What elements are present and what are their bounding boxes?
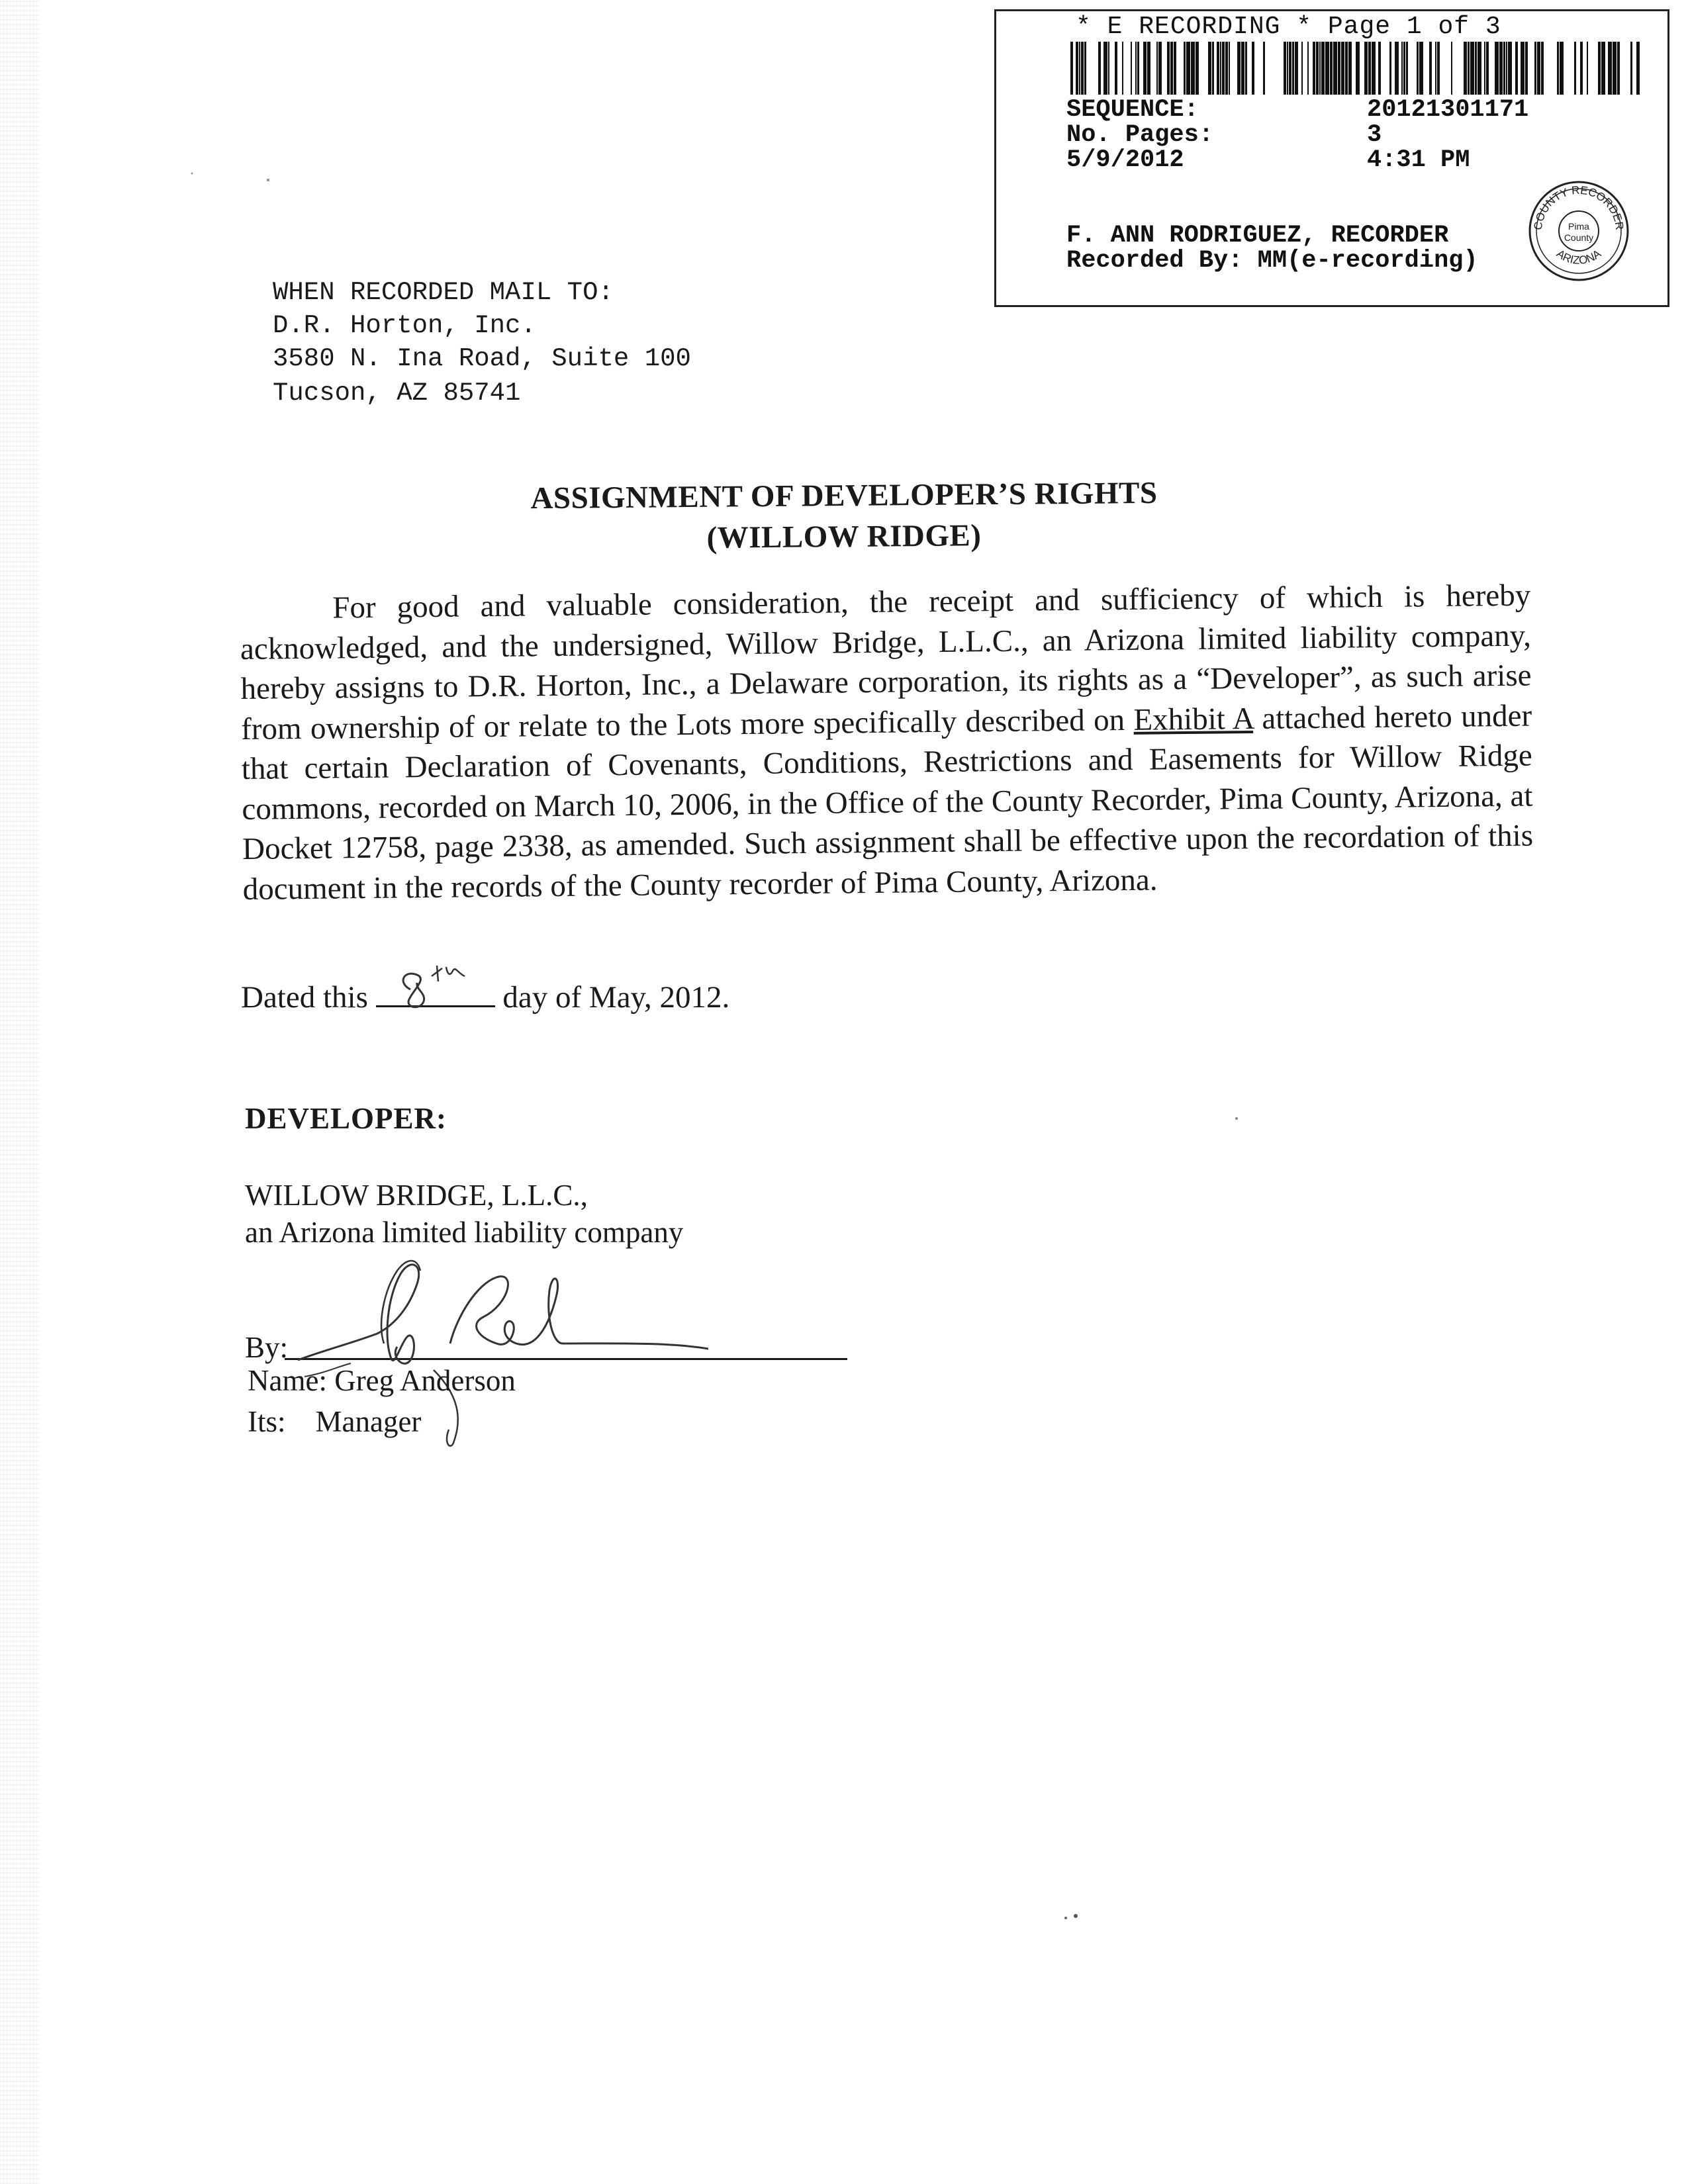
barcode-bar (1084, 42, 1086, 95)
barcode-bar (1167, 42, 1170, 95)
body-paragraph (240, 576, 1534, 909)
barcode-bar (1137, 42, 1139, 95)
county-seal-icon (1526, 178, 1632, 284)
barcode-bar (1217, 42, 1219, 95)
barcode-bar (1079, 42, 1080, 95)
barcode-bar (1419, 42, 1423, 95)
barcode-bar (1115, 42, 1117, 95)
scan-edge-noise (0, 0, 40, 2184)
barcode-bar (1486, 42, 1489, 95)
barcode-bar (1557, 42, 1559, 95)
barcode-bar (1143, 42, 1147, 95)
barcode-bar (1333, 42, 1337, 95)
barcode-bar (1338, 42, 1340, 95)
pages-value: 3 (1367, 121, 1382, 149)
mailto-street: 3580 N. Ina Road, Suite 100 (273, 344, 691, 373)
barcode-bar (1484, 42, 1485, 95)
mailto-heading: WHEN RECORDED MAIL TO: (273, 278, 614, 307)
barcode-bar (1587, 42, 1588, 95)
barcode-bar (1389, 42, 1391, 95)
barcode-bar (1131, 42, 1132, 95)
barcode-bar (1475, 42, 1477, 95)
barcode-bar (1356, 42, 1360, 95)
barcode-bar (1503, 42, 1505, 95)
dated-suffix: day of May, 2012. (494, 980, 730, 1015)
barcode-bar (1122, 42, 1123, 95)
seal-center-1: Pima (1568, 221, 1589, 232)
barcode-bar (1191, 42, 1195, 95)
barcode-bar (1287, 42, 1288, 95)
barcode-bar (1295, 42, 1298, 95)
barcode-bar (1229, 42, 1230, 95)
barcode-bar (1147, 42, 1150, 95)
barcode-bar (1330, 42, 1333, 95)
barcode-bar (1225, 42, 1228, 95)
barcode-bar (1364, 42, 1368, 95)
recording-date: 5/9/2012 (1066, 146, 1184, 174)
barcode-bar (1307, 42, 1309, 95)
barcode-bar (1237, 42, 1241, 95)
barcode-bar (1284, 42, 1286, 95)
barcode-bar (1076, 42, 1078, 95)
barcode-bar (1560, 42, 1564, 95)
barcode-bar (1429, 42, 1432, 95)
barcode-bar (1368, 42, 1371, 95)
barcode-bar (1470, 42, 1474, 95)
handwritten-day (391, 963, 496, 1016)
body-text-part2: attached hereto under that certain Declaration of Covenants, Conditions, Restrictions and Easements for Willow Ridge commons, recorded on March 10, 2006, in the Office of the County Recorder, Pima County, Arizona, at Docket 12758, page 2338, as amended. Such assignment shall be effective upon the recordation of this document in the records of the County recorder of Pima County, Arizona. (241, 698, 1534, 907)
barcode-bar (1081, 42, 1084, 95)
exhibit-reference: Exhibit A (1133, 701, 1254, 737)
barcode-bar (1220, 42, 1221, 95)
recording-time: 4:31 PM (1367, 146, 1470, 174)
barcode-bar (1325, 42, 1329, 95)
company-description: an Arizona limited liability company (245, 1216, 684, 1249)
barcode-bar (1435, 42, 1436, 95)
barcode-bar (1313, 42, 1315, 95)
developer-label: DEVELOPER: (245, 1102, 447, 1135)
barcode-bar (1321, 42, 1325, 95)
barcode-bar (1196, 42, 1199, 95)
barcode-bar (1499, 42, 1503, 95)
seal-top-text: COUNTY RECORDER (1531, 183, 1626, 231)
barcode-bar (1534, 42, 1536, 95)
barcode-bar (1345, 42, 1348, 95)
barcode-bar (1515, 42, 1518, 95)
barcode-bar (1292, 42, 1294, 95)
recording-stamp-box (994, 9, 1669, 307)
barcode-bar (1464, 42, 1467, 95)
barcode-bar (1541, 42, 1544, 95)
barcode-bar (1301, 42, 1303, 95)
barcode-bar (1598, 42, 1601, 95)
barcode-bar (1184, 42, 1186, 95)
svg-text:ARIZONA (1554, 247, 1604, 267)
barcode-bar (1525, 42, 1528, 95)
barcode-bar (1098, 42, 1101, 95)
by-label: By: (245, 1331, 289, 1364)
barcode-bar (1477, 42, 1481, 95)
barcode-bar (1378, 42, 1381, 95)
dated-prefix: Dated this (241, 980, 376, 1015)
pages-label: No. Pages: (1066, 121, 1214, 149)
barcode-bar (1348, 42, 1352, 95)
recorded-by: Recorded By: MM(e-recording) (1066, 247, 1478, 275)
barcode-bar (1401, 42, 1403, 95)
seal-center-2: County (1564, 232, 1594, 243)
barcode-bar (1451, 42, 1452, 95)
barcode-bar (1135, 42, 1137, 95)
barcode-bar (1508, 42, 1512, 95)
barcode-bar (1406, 42, 1408, 95)
barcode-bar (1537, 42, 1540, 95)
barcode-bar (1395, 42, 1399, 95)
barcode-bar (1156, 42, 1158, 95)
recording-header: * E RECORDING * Page 1 of 3 (1076, 13, 1501, 41)
barcode-bar (1495, 42, 1499, 95)
barcode-bar (1252, 42, 1254, 95)
body-text-part1: For good and valuable consideration, the receipt and sufficiency of which is hereby acknowledged, and the undersigned, Willow Bridge, L.L.C., an Arizona limited liability company, hereby assigns to D.R. Horton, Inc., a Delaware corporation, its rights as a “Developer”, as such arise from ownership of or relate to the Lots more specifically described on (240, 578, 1532, 747)
barcode-bar (1580, 42, 1583, 95)
barcode-bar (1241, 42, 1244, 95)
barcode-bar (1158, 42, 1162, 95)
barcode-bar (1608, 42, 1612, 95)
barcode-bar (1170, 42, 1173, 95)
barcode-bar (1174, 42, 1176, 95)
title-field: Its: Manager (248, 1405, 422, 1438)
barcode-bar (1245, 42, 1247, 95)
barcode-bar (1212, 42, 1214, 95)
document-title: ASSIGNMENT OF DEVELOPER’S RIGHTS (530, 475, 1158, 516)
barcode-bar (1263, 42, 1265, 95)
barcode-bar (1108, 42, 1109, 95)
barcode-bar (1506, 42, 1507, 95)
company-name: WILLOW BRIDGE, L.L.C., (245, 1179, 588, 1212)
barcode-bar (1341, 42, 1344, 95)
barcode-bar (1372, 42, 1376, 95)
barcode-bar (1601, 42, 1605, 95)
barcode-bar (1070, 42, 1073, 95)
sequence-value: 20121301171 (1367, 96, 1529, 124)
barcode-bar (1468, 42, 1470, 95)
mailto-company: D.R. Horton, Inc. (273, 311, 536, 340)
barcode-bar (1630, 42, 1632, 95)
recorder-name: F. ANN RODRIGUEZ, RECORDER (1066, 222, 1449, 250)
barcode-bar (1613, 42, 1617, 95)
document-subtitle: (WILLOW RIDGE) (706, 518, 982, 555)
sequence-label: SEQUENCE: (1066, 96, 1199, 124)
barcode-bar (1208, 42, 1211, 95)
barcode-image (1070, 42, 1640, 95)
barcode-bar (1222, 42, 1225, 95)
seal-bottom-text: ARIZONA (1554, 247, 1604, 267)
mailto-city: Tucson, AZ 85741 (273, 379, 521, 408)
barcode-bar (1417, 42, 1419, 95)
barcode-bar (1636, 42, 1640, 95)
name-field: Name: Greg Anderson (248, 1364, 516, 1397)
barcode-bar (1289, 42, 1291, 95)
barcode-bar (1617, 42, 1620, 95)
barcode-bar (1521, 42, 1524, 95)
barcode-bar (1403, 42, 1405, 95)
barcode-bar (1186, 42, 1190, 95)
barcode-bar (1103, 42, 1107, 95)
barcode-bar (1319, 42, 1321, 95)
barcode-bar (1574, 42, 1576, 95)
barcode-bar (1316, 42, 1319, 95)
barcode-bar (1437, 42, 1440, 95)
